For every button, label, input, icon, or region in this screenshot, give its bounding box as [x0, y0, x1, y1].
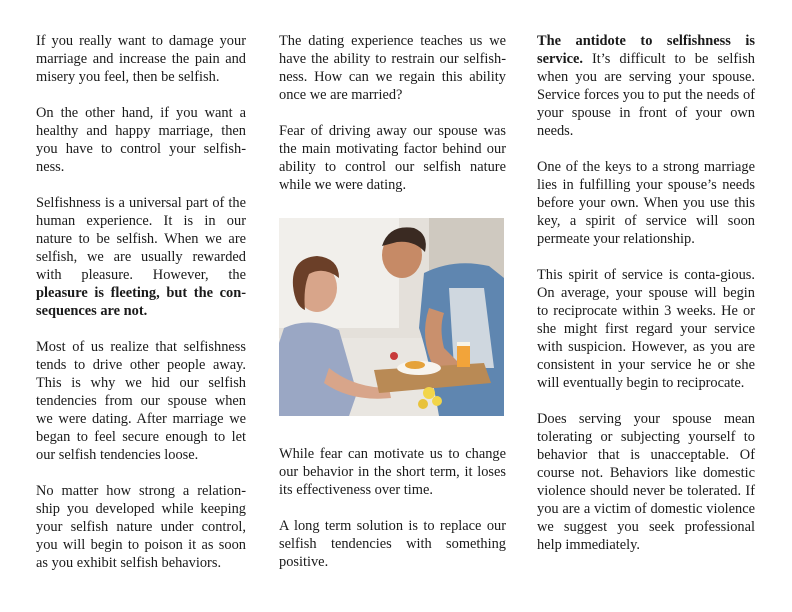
paragraph-text: Selfishness is a universal part of the human experience. It is in our nature to be selfish. When we are selfish, we are usually rewarded with pleasure. However, the: [36, 195, 246, 283]
column-middle: [279, 32, 506, 570]
paragraph-domestic-violence: Does serving your spouse mean tolerating or subjecting yourself to behavior that is unacceptable. Of course not. Behaviors like domestic violence should never be tolerated. If you are a victim of domestic violence we suggest you seek professional help immediately.: [537, 411, 755, 553]
paragraph-dating-experience: The dating experience teaches us we have the ability to restrain our selfish-ness. How can we regain this ability once we are married?: [279, 33, 506, 103]
paragraph-spirit-of-service: This spirit of service is conta-gious. On average, your spouse will begin to reciprocate within 3 weeks. He or she might first regard your service with suspicion. However, as you are consistent in your service he or she will eventually begin to reciprocate.: [537, 267, 755, 391]
column-right: [537, 32, 755, 554]
bold-pleasure-fleeting: pleasure is fleeting, but the con-sequences are not.: [36, 285, 246, 319]
paragraph-poison-relationship: No matter how strong a relation-ship you developed while keeping your selfish nature under control, you will begin to poison it as soon as you exhibit selfish behaviors.: [36, 483, 246, 571]
paragraph-drive-people-away: Most of us realize that selfishness tends to drive other people away. This is why we hid our selfish tendencies from our spouse when we were dating. After marriage we began to feel secure enough to let our selfish tendencies loose.: [36, 339, 246, 463]
paragraph-text: It’s difficult to be selfish when you are serving your spouse. Service forces you to put the needs of your spouse in front of your own needs.: [537, 51, 755, 139]
paragraph-fear-short-term: While fear can motivate us to change our behavior in the short term, it loses its effectiveness over time.: [279, 446, 506, 498]
paragraph-fear-motivation: Fear of driving away our spouse was the main motivating factor behind our ability to control our selfish nature while we were dating.: [279, 123, 506, 193]
paragraph-damage-marriage: If you really want to damage your marriage and increase the pain and misery you feel, then be selfish.: [36, 33, 246, 85]
couple-breakfast-photo: [279, 218, 504, 416]
paragraph-healthy-marriage: On the other hand, if you want a healthy and happy marriage, then you have to control your selfish-ness.: [36, 105, 246, 175]
paragraph-antidote: [537, 32, 755, 140]
column-left: [36, 32, 246, 572]
paragraph-long-term-solution: A long term solution is to replace our selfish tendencies with something positive.: [279, 518, 506, 570]
bold-antidote: The antidote to selfishness is service.: [537, 33, 755, 67]
paragraph-universal-selfishness: [36, 194, 246, 320]
paragraph-keys-to-marriage: One of the keys to a strong marriage lies in fulfilling your spouse’s needs before your own. When you use this key, a spirit of service will soon permeate your relationship.: [537, 159, 755, 247]
column-middle-bottom: [279, 445, 506, 571]
